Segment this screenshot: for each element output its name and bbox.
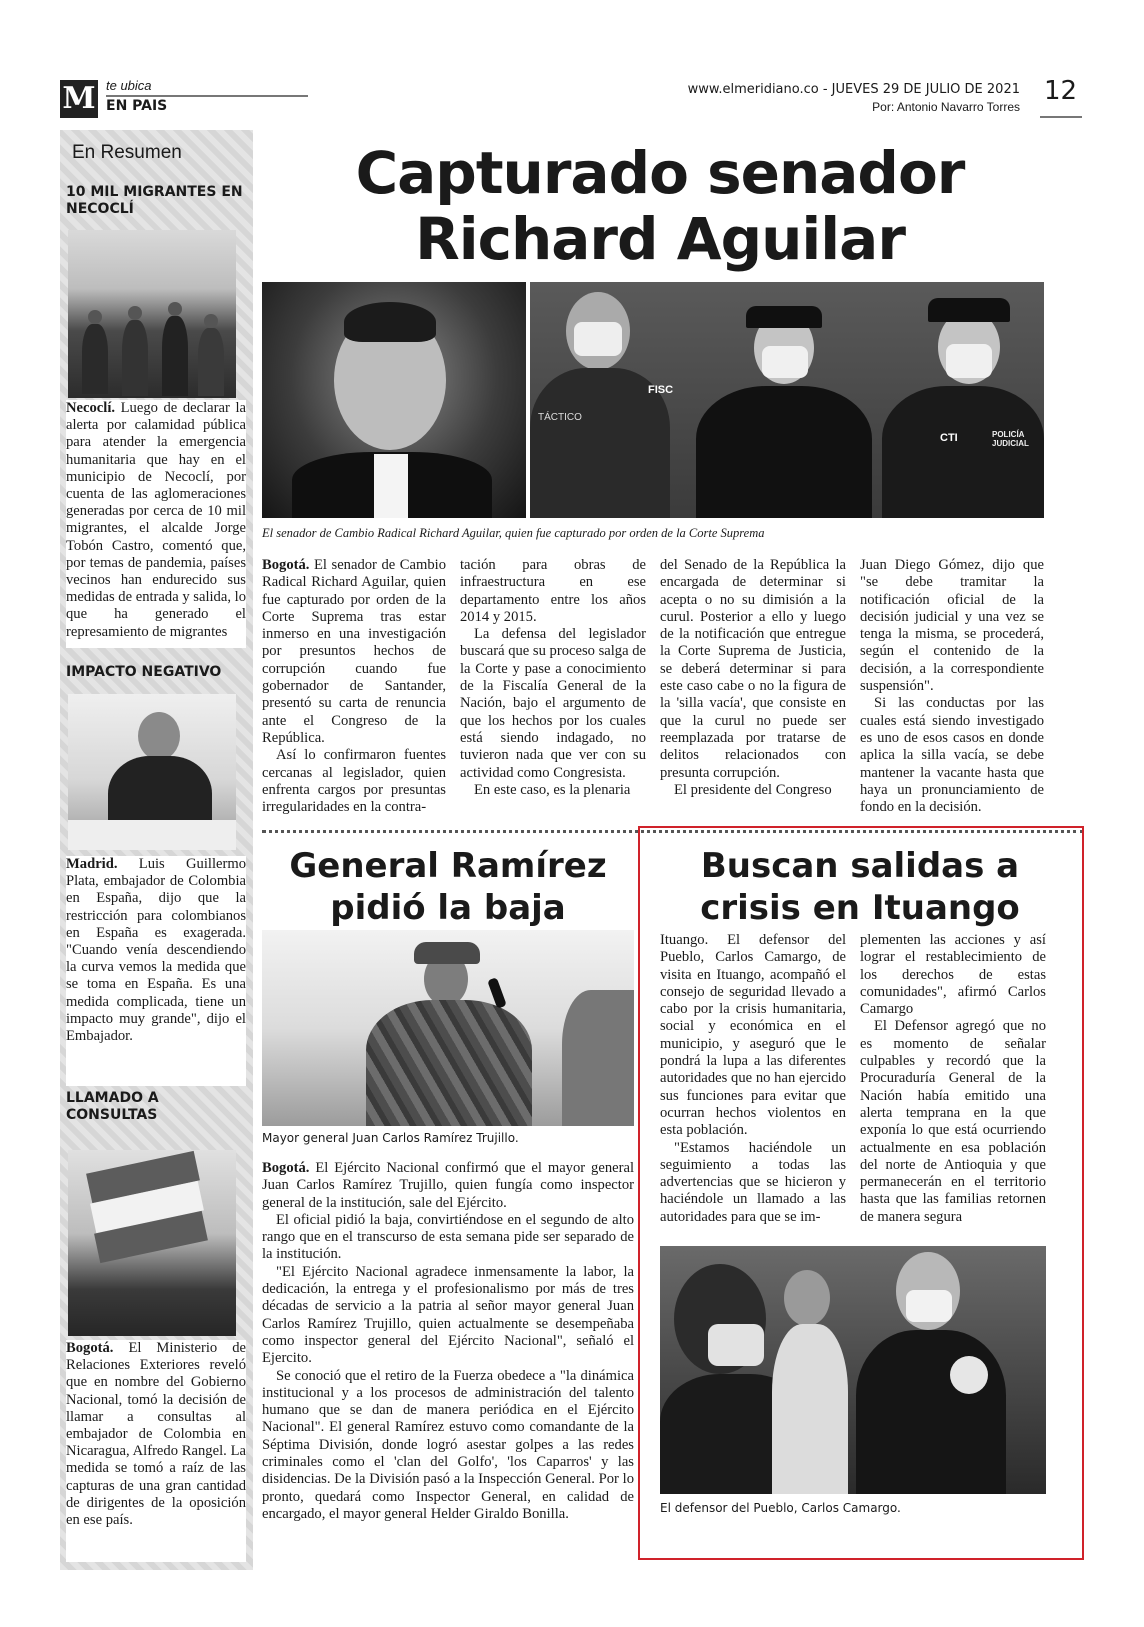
sidebar-item-heading: IMPACTO NEGATIVO bbox=[66, 664, 222, 680]
byline: Por: Antonio Navarro Torres bbox=[872, 100, 1020, 114]
ambassador-photo bbox=[68, 694, 236, 850]
sidebar-item-text: Madrid. Luis Guillermo Plata, embajador de Colombia en España, dijo que la restricción para colombianos en España es exagerada. "Cuando venía descendiendo la curva vemos la medida que se toma en España. Es una medida complicada, tiene un impacto muy grande", dijo el Embajador. bbox=[66, 856, 246, 1045]
photo-caption: El defensor del Pueblo, Carlos Camargo. bbox=[660, 1501, 901, 1515]
page-number: 12 bbox=[1044, 76, 1078, 106]
sidebar-item-heading: 10 MIL MIGRANTES EN NECOCLÍ bbox=[66, 184, 243, 217]
sidebar-item-text: Necoclí. Luego de declarar la alerta por calamidad pública para atender la emergencia humanitaria que hay en el municipio de Necoclí, por cuenta de las aglomeraciones generadas por cerca de 10 mil migrantes, el alcalde Jorge Tobón Castro, comentó que, por temas de pandemia, países vecinos han endurecido sus medidas de entrada y salida, lo que ha generado el represamiento de migrantes bbox=[66, 400, 246, 640]
sidebar-title: En Resumen bbox=[72, 142, 182, 163]
article-column: Juan Diego Gómez, dijo que "se debe tramitar la notificación oficial de la decisión judicial y una vez se tenga la misma, se procederá, según el contenido de la decisión, a la correspondiente suspensión". Si las conductas por las cuales está siendo investigado es uno de esos casos en donde aplica la silla vacía, se debe mantener la vacante hasta que haya un pronunciamiento de fondo en la decisión. bbox=[860, 557, 1044, 816]
photo-label: FISC bbox=[648, 384, 674, 396]
article-column: Bogotá. El senador de Cambio Radical Richard Aguilar, quien fue capturado por orden de la Corte Suprema tras estar inmerso en una investigación por presuntos hechos de corrupción cuando fue gobernador de Santander, presentó su carta de renuncia ante el Congreso de la República. Así lo confirmaron fuentes cercanas al legislador, quien enfrenta cargos por presuntas irregularidades en la contra- bbox=[262, 557, 446, 816]
article-column: del Senado de la República la encargada de determinar si acepta o no su dimisión a la curul. Posterior a ello y luego de la notificación que entregue la Corte Suprema de Justicia, se deberá determinar si para este caso cabe o no la figura de la 'silla vacía', que consiste en que la curul no puede ser reemplazada por tratarse de delitos relacionados con presunta corrupción. El presidente del Congreso bbox=[660, 557, 846, 798]
main-headline: Capturado senador Richard Aguilar bbox=[355, 139, 965, 273]
photo-caption: El senador de Cambio Radical Richard Aguilar, quien fue capturado por orden de la Corte Suprema bbox=[262, 526, 765, 540]
article-column: Bogotá. El Ejército Nacional confirmó que el mayor general Juan Carlos Ramírez Trujillo, quien fungía como inspector general de la institución, sale del Ejército. El oficial pidió la baja, convirtiéndose en el segundo de alto rango que en el transcurso de esta semana pide ser separado de la institución. "El Ejército Nacional agradece inmensamente la labor, la dedicación, la entrega y el profesionalismo por más de tres décadas de servicio a la patria al señor mayor general Juan Carlos Ramírez Trujillo, quien actualmente se desempeñaba como inspector general del Ejército Nacional", señaló el Ejercito. Se conoció que el retiro de la Fuerza obedece a "la dinámica institucional y a los procesos de administración del talento humano que se dan de manera periódica en el Ejército Nacional". El general Ramírez estuvo como comandante de la Séptima División, donde logró asestar golpes a las redes criminales como el 'clan del Golfo', 'los Caparros' y las disidencias. De la División pasó a la Inspección General. Por lo pronto, quedará como Inspector General, en calidad de encargado, el mayor general Helder Giraldo Bonilla. bbox=[262, 1160, 634, 1522]
section-name: EN PAIS bbox=[106, 98, 168, 114]
sidebar-item-text: Bogotá. El Ministerio de Relaciones Exteriores reveló que en nombre del Gobierno Nacional, tomó la decisión de llamar a consultas al embajador de Colombia en Nicaragua, Alfredo Rangel. La medida se tomó a raíz de las capturas de una gran cantidad de dirigentes de la oposición en ese país. bbox=[66, 1340, 246, 1529]
arrest-photo bbox=[530, 282, 1044, 518]
article-column: Ituango. El defensor del Pueblo, Carlos Camargo, de visita en Ituango, acompañó el consejo de seguridad llevado a cabo por la crisis humanitaria, social y económica en el municipio, y aseguró que le pondrá la lupa a las diferentes autoridades que no han ejercido sus funciones para evitar que ocurran hechos violentos en esta población. "Estamos haciéndole un seguimiento a todas las advertencias que se hicieron y haciéndole un llamado a las autoridades para que se im- bbox=[660, 932, 846, 1225]
sidebar-item-heading: LLAMADO A CONSULTAS bbox=[66, 1090, 159, 1123]
header-rule bbox=[106, 95, 308, 97]
newspaper-logo: M bbox=[60, 80, 98, 118]
protest-flag-photo bbox=[68, 1150, 236, 1336]
sidebar-summary bbox=[60, 130, 253, 1570]
ramirez-headline: General Ramírez pidió la baja bbox=[289, 846, 607, 928]
photo-label: TÁCTICO bbox=[538, 412, 582, 423]
photo-caption: Mayor general Juan Carlos Ramírez Trujillo. bbox=[262, 1131, 519, 1145]
header-rule bbox=[1040, 116, 1082, 118]
ituango-headline: Buscan salidas a crisis en Ituango bbox=[700, 846, 1020, 928]
defensor-photo bbox=[660, 1246, 1046, 1494]
photo-label: POLICÍA JUDICIAL bbox=[992, 430, 1029, 448]
photo-label: CTI bbox=[940, 432, 958, 444]
article-column: plementen las acciones y así lograr el restablecimiento de los derechos de estas comunidades", afirmó Carlos Camargo El Defensor agregó que no es momento de señalar culpables y recordó que la Procuraduría General de la Nación había emitido una alerta temprana en la que exponía lo que está ocurriendo actualmente en esa población del norte de Antioquia y que permanecerán en el territorio hasta que las familias retornen de manera segura bbox=[860, 932, 1046, 1225]
senator-portrait-photo bbox=[262, 282, 526, 518]
general-photo bbox=[262, 930, 634, 1126]
header-url-date: www.elmeridiano.co - JUEVES 29 DE JULIO DE 2021 bbox=[687, 82, 1020, 97]
article-column: tación para obras de infraestructura en ese departamento entre los años 2014 y 2015. La defensa del legislador buscará que su proceso salga de la Corte y pase a conocimiento de la Fiscalía General de la Nación, bajo el argumento de que los hechos por los cuales está siendo indagado, no tuvieron nada que ver con su actividad como Congresista. En este caso, es la plenaria bbox=[460, 557, 646, 798]
section-tag: te ubica bbox=[106, 78, 152, 93]
migrants-photo bbox=[68, 230, 236, 398]
